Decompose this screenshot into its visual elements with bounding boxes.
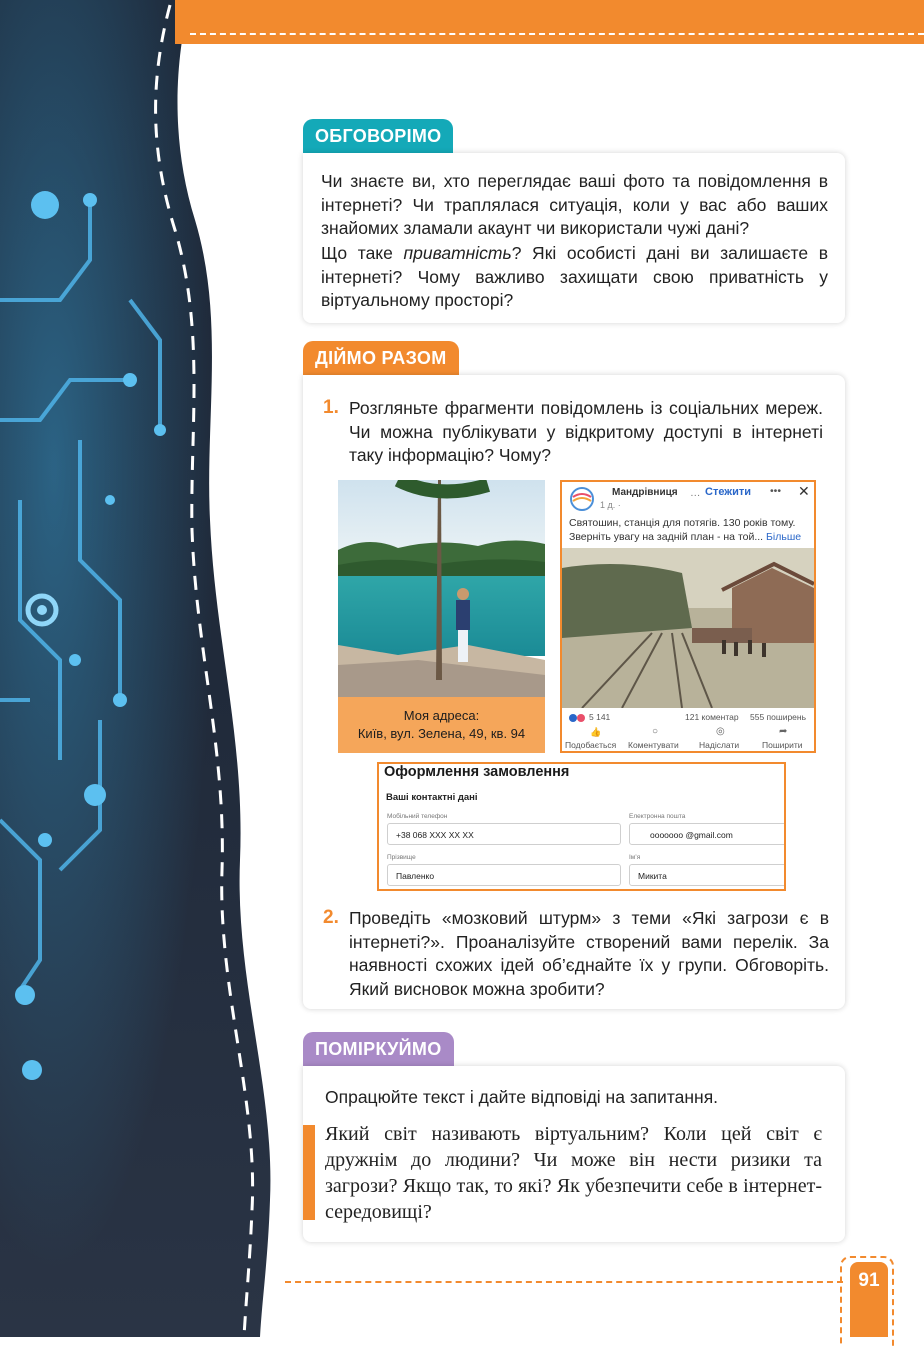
phone-label: Мобільний телефон xyxy=(387,813,448,820)
email-label: Електронна пошта xyxy=(629,813,686,820)
shares-count: 555 поширень xyxy=(750,712,807,722)
vintage-station-photo xyxy=(562,548,814,708)
page-name: Мандрівниця xyxy=(612,487,678,498)
think-intro: Опрацюйте текст і дайте відповіді на запитання. xyxy=(325,1087,719,1107)
comment-icon: ○ xyxy=(652,726,659,737)
share-button[interactable]: Поширити xyxy=(762,740,803,750)
like-icon: 👍 xyxy=(590,727,602,737)
task-2-text: Проведіть «мозковий штурм» з теми «Які загрози є в інтернеті?». Проаналізуйте створений вами перелік. За наявності схожих ідей об’єднайте їх у групи. Обговоріть. Який висновок можна зробити? xyxy=(349,908,829,999)
close-icon[interactable]: ✕ xyxy=(798,483,810,499)
contact-data-subtitle: Ваші контактні дані xyxy=(386,792,478,803)
comment-button[interactable]: Коментувати xyxy=(628,740,679,750)
see-more-link[interactable]: Більше xyxy=(766,531,802,543)
send-icon: ◎ xyxy=(716,726,725,737)
think-quote: Який світ називають віртуальним? Коли цей світ є дружнім до людини? Чи може він нести ризики та загрози? Якщо так, то які? Як убезпечити себе в інтернет-середовищі? xyxy=(325,1123,822,1223)
lake-photo xyxy=(338,480,545,697)
reactions-count: 5 141 xyxy=(589,712,611,722)
comments-count: 121 коментар xyxy=(685,712,739,722)
discuss-paragraph-1: Чи знаєте ви, хто переглядає ваші фото та повідомлення в інтернеті? Чи траплялася ситуація, коли у вас або ваших знайомих зламали акаунт чи використали чужі дані? xyxy=(321,171,828,238)
post-text-line-1: Святошин, станція для потягів. 130 років тому. xyxy=(569,517,796,529)
top-bar xyxy=(175,0,924,44)
name-label: Ім’я xyxy=(629,854,641,861)
like-button[interactable]: Подобається xyxy=(565,740,617,750)
order-form-screenshot xyxy=(377,762,786,891)
section-tag-discuss: ОБГОВОРІМО xyxy=(303,119,453,153)
social-post-screenshot xyxy=(560,480,816,753)
more-options-icon[interactable]: ••• xyxy=(770,485,782,497)
address-caption: Моя адреса: Київ, вул. Зелена, 49, кв. 94 xyxy=(338,697,545,753)
top-bar-dashed-line xyxy=(190,33,924,35)
email-field[interactable]: ooooooo @gmail.com xyxy=(629,823,786,845)
section-tag-think: ПОМІРКУЙМО xyxy=(303,1032,454,1066)
section-tag-act-together: ДІЙМО РАЗОМ xyxy=(303,341,459,375)
footer-dashed-line xyxy=(285,1281,843,1283)
share-icon: ➦ xyxy=(779,726,788,737)
quote-accent-bar xyxy=(303,1125,315,1220)
page-number: 91 xyxy=(858,1270,880,1291)
page-logo-icon xyxy=(568,487,596,511)
term-privacy: приватність xyxy=(403,243,512,263)
name-field[interactable]: Микита xyxy=(629,864,786,886)
love-reaction-icon xyxy=(577,714,585,722)
task-1-text: Розгляньте фрагменти повідомлень із соціальних мереж. Чи можна публікувати у відкритому доступі в інтернеті таку інформацію? Чому? xyxy=(349,398,823,465)
task-2-number: 2. xyxy=(323,907,339,928)
surname-label: Прізвище xyxy=(387,854,416,861)
follow-link[interactable]: Стежити xyxy=(705,486,752,498)
post-text-line-2: Зверніть увагу на задній план - на той... Більше xyxy=(569,531,802,543)
discuss-paragraph-2: Що таке приватність? Які особисті дані ви залишаєте в інтернеті? Чому важливо захищати свою приватність у віртуальному просторі? xyxy=(321,243,829,310)
order-form-title: Оформлення замовлення xyxy=(384,764,570,780)
surname-field[interactable]: Павленко xyxy=(387,864,621,886)
post-time: 1 д. · xyxy=(600,500,621,510)
like-reaction-icon xyxy=(569,714,577,722)
send-button[interactable]: Надіслати xyxy=(699,740,740,750)
lake-photo-post xyxy=(338,480,545,753)
decorative-circuit-panel xyxy=(0,0,300,1337)
task-1-number: 1. xyxy=(323,397,339,418)
phone-field[interactable]: +38 068 XXX XX XX xyxy=(387,823,621,845)
ellipsis: … xyxy=(690,487,701,499)
